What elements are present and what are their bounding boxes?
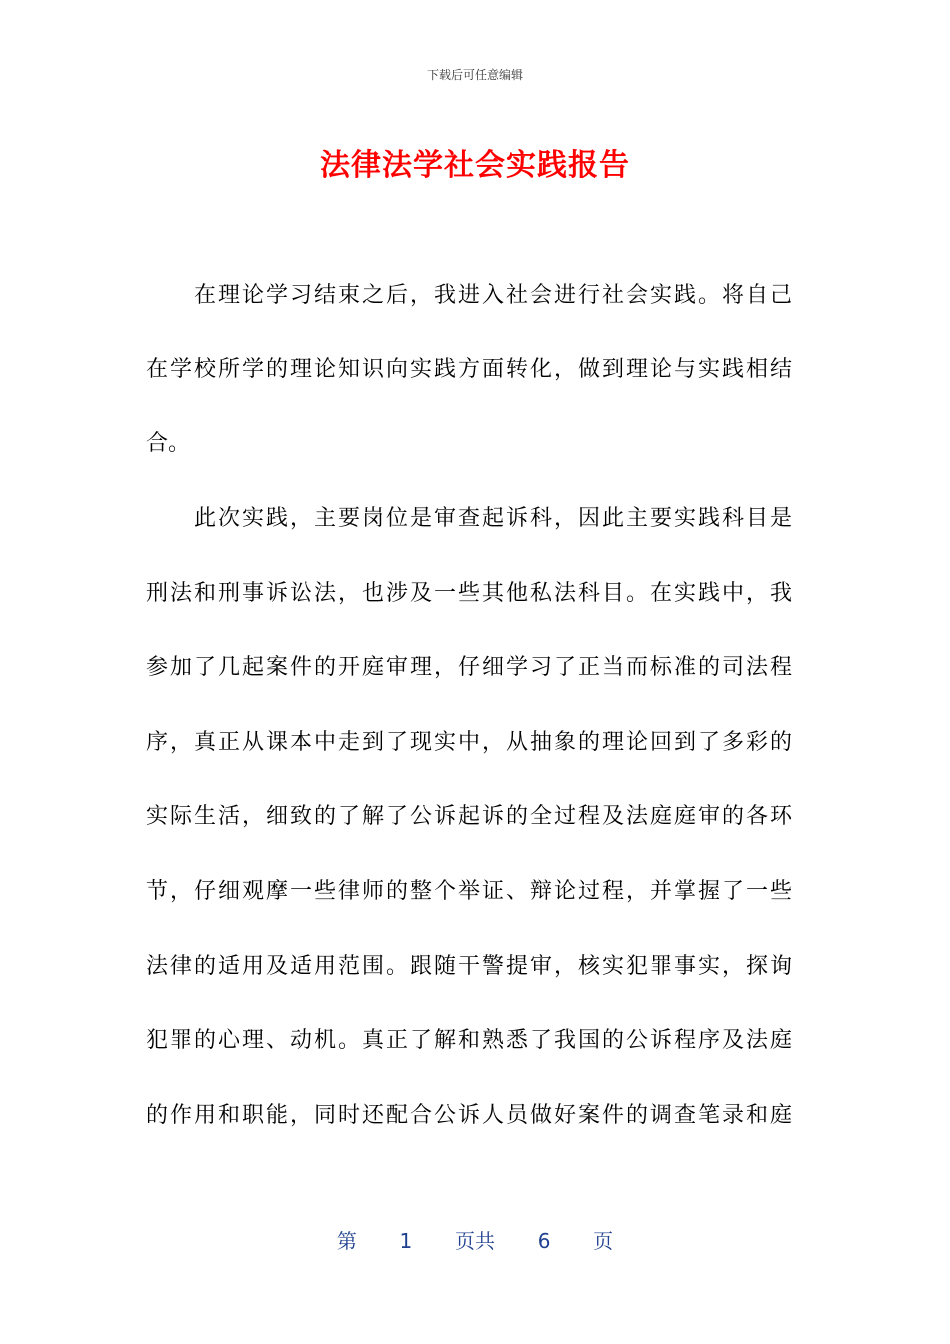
body-line: 参加了几起案件的开庭审理，仔细学习了正当而标准的司法程 bbox=[146, 655, 792, 680]
footer-page-number: 1 bbox=[399, 1229, 413, 1253]
footer-total-pages: 6 bbox=[537, 1229, 551, 1253]
body-line: 此次实践，主要岗位是审查起诉科，因此主要实践科目是 bbox=[146, 506, 792, 531]
header-note: 下载后可任意编辑 bbox=[426, 68, 523, 82]
body-line: 法律的适用及适用范围。跟随干警提审，核实犯罪事实，探询 bbox=[146, 954, 792, 979]
footer-middle: 页共 bbox=[455, 1229, 495, 1253]
document-title: 法律法学社会实践报告 bbox=[320, 148, 630, 183]
body-line: 合。 bbox=[146, 431, 191, 456]
body-line: 犯罪的心理、动机。真正了解和熟悉了我国的公诉程序及法庭 bbox=[146, 1028, 792, 1053]
footer-prefix: 第 bbox=[336, 1229, 357, 1253]
page-footer bbox=[0, 1225, 950, 1254]
body-line: 刑法和刑事诉讼法，也涉及一些其他私法科目。在实践中，我 bbox=[146, 581, 792, 606]
body-line: 在学校所学的理论知识向实践方面转化，做到理论与实践相结 bbox=[146, 357, 792, 382]
footer-suffix: 页 bbox=[593, 1229, 614, 1253]
body-line: 在理论学习结束之后，我进入社会进行社会实践。将自己 bbox=[146, 283, 792, 308]
body-line: 的作用和职能，同时还配合公诉人员做好案件的调查笔录和庭 bbox=[146, 1103, 792, 1128]
body-line: 节，仔细观摩一些律师的整个举证、辩论过程，并掌握了一些 bbox=[146, 879, 792, 904]
body-line: 实际生活，细致的了解了公诉起诉的全过程及法庭庭审的各环 bbox=[146, 804, 792, 829]
body-line: 序，真正从课本中走到了现实中，从抽象的理论回到了多彩的 bbox=[146, 730, 792, 755]
